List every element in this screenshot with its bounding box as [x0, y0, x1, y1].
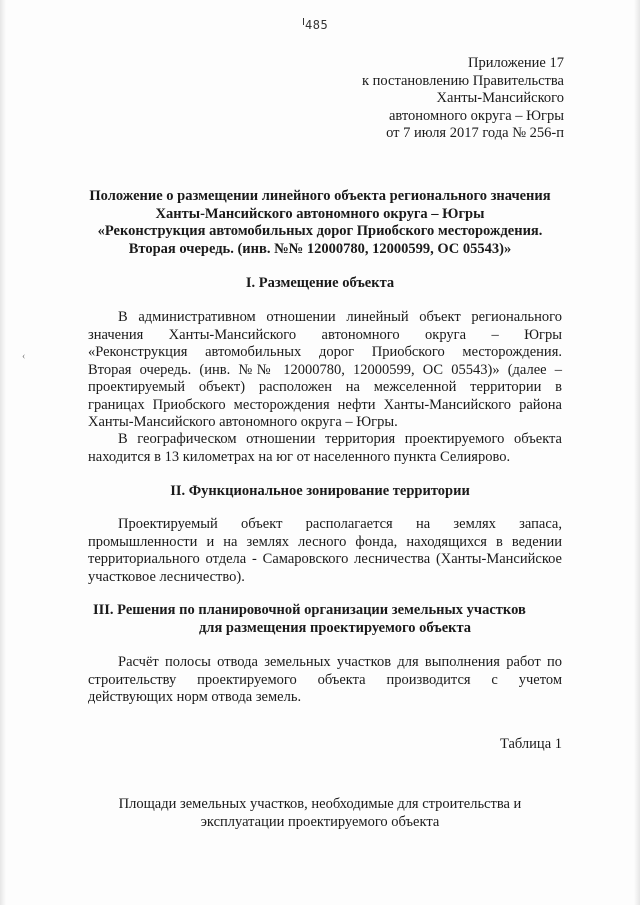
appendix-line: от 7 июля 2017 года № 256-п	[386, 125, 564, 141]
scan-edge-left	[0, 0, 6, 905]
text-line: Вторая очередь. (инв. №№ 12000780, 12000599, ОС 05543)» (далее –	[88, 361, 562, 378]
appendix-line: к постановлению Правительства	[362, 72, 564, 89]
document-title	[60, 188, 580, 258]
section3-heading-line: III. Решения по планировочной организации земельных участков	[93, 602, 526, 618]
appendix-line: Приложение 17	[468, 55, 564, 71]
text-line: промышленности и на землях лесного фонда, находящихся в ведении	[88, 533, 562, 550]
table-label: Таблица 1	[499, 736, 562, 752]
section3-heading	[60, 602, 580, 637]
text-line: Ханты-Мансийского автономного округа – Югры.	[88, 414, 398, 430]
text-line: строительству проектируемого объекта производится с учетом	[88, 671, 562, 688]
text-line: В географическом отношении территория проектируемого объекта	[118, 431, 562, 447]
section2-paragraph	[88, 516, 562, 586]
caption-line: эксплуатации проектируемого объекта	[200, 813, 440, 830]
section3-heading-line: для размещения проектируемого объекта	[198, 619, 472, 636]
caption-line: Площади земельных участков, необходимые для строительства и	[118, 796, 522, 812]
margin-mark: ‹	[22, 351, 26, 362]
page-number-tick	[303, 18, 304, 25]
text-line: территориального отдела - Самаровского лесничества (Ханты-Мансийское	[88, 551, 562, 567]
section1-paragraph1	[88, 309, 562, 432]
text-line: В административном отношении линейный объект регионального	[118, 309, 562, 325]
text-line: значения Ханты-Мансийского автономного округа – Югры	[88, 326, 562, 343]
text-line: проектируемый объект) расположен на межселенной территории в	[88, 379, 562, 395]
section1-paragraph2	[88, 431, 562, 466]
section2-heading: II. Функциональное зонирование территории	[170, 483, 470, 499]
title-line: Положение о размещении линейного объекта регионального значения	[89, 188, 551, 204]
section3-paragraph	[88, 654, 562, 707]
text-line: границах Приобского месторождения нефти Ханты-Мансийского района	[88, 396, 562, 413]
appendix-line: Ханты-Мансийского	[436, 90, 564, 106]
title-line: «Реконструкция автомобильных дорог Приобского месторождения.	[97, 223, 543, 239]
title-line: Ханты-Мансийского автономного округа – Югры	[155, 205, 485, 222]
text-line: находится в 13 километрах на юг от населенного пункта Селиярово.	[88, 448, 511, 465]
title-line: Вторая очередь. (инв. №№ 12000780, 12000599, ОС 05543)»	[128, 240, 512, 257]
appendix-line: автономного округа – Югры	[388, 107, 564, 124]
text-line: действующих норм отвода земель.	[88, 689, 302, 705]
text-line: участковое лесничество).	[88, 568, 245, 585]
text-line: Расчёт полосы отвода земельных участков для выполнения работ по	[118, 654, 562, 670]
text-line: Проектируемый объект располагается на землях запаса,	[118, 516, 562, 532]
appendix-block	[304, 55, 564, 143]
text-line: «Реконструкция автомобильных дорог Приобского месторождения.	[88, 344, 562, 360]
table-caption	[60, 796, 580, 831]
page-number: 485	[305, 18, 329, 32]
scan-edge-right	[634, 0, 640, 905]
section1-heading: I. Размещение объекта	[245, 275, 395, 291]
